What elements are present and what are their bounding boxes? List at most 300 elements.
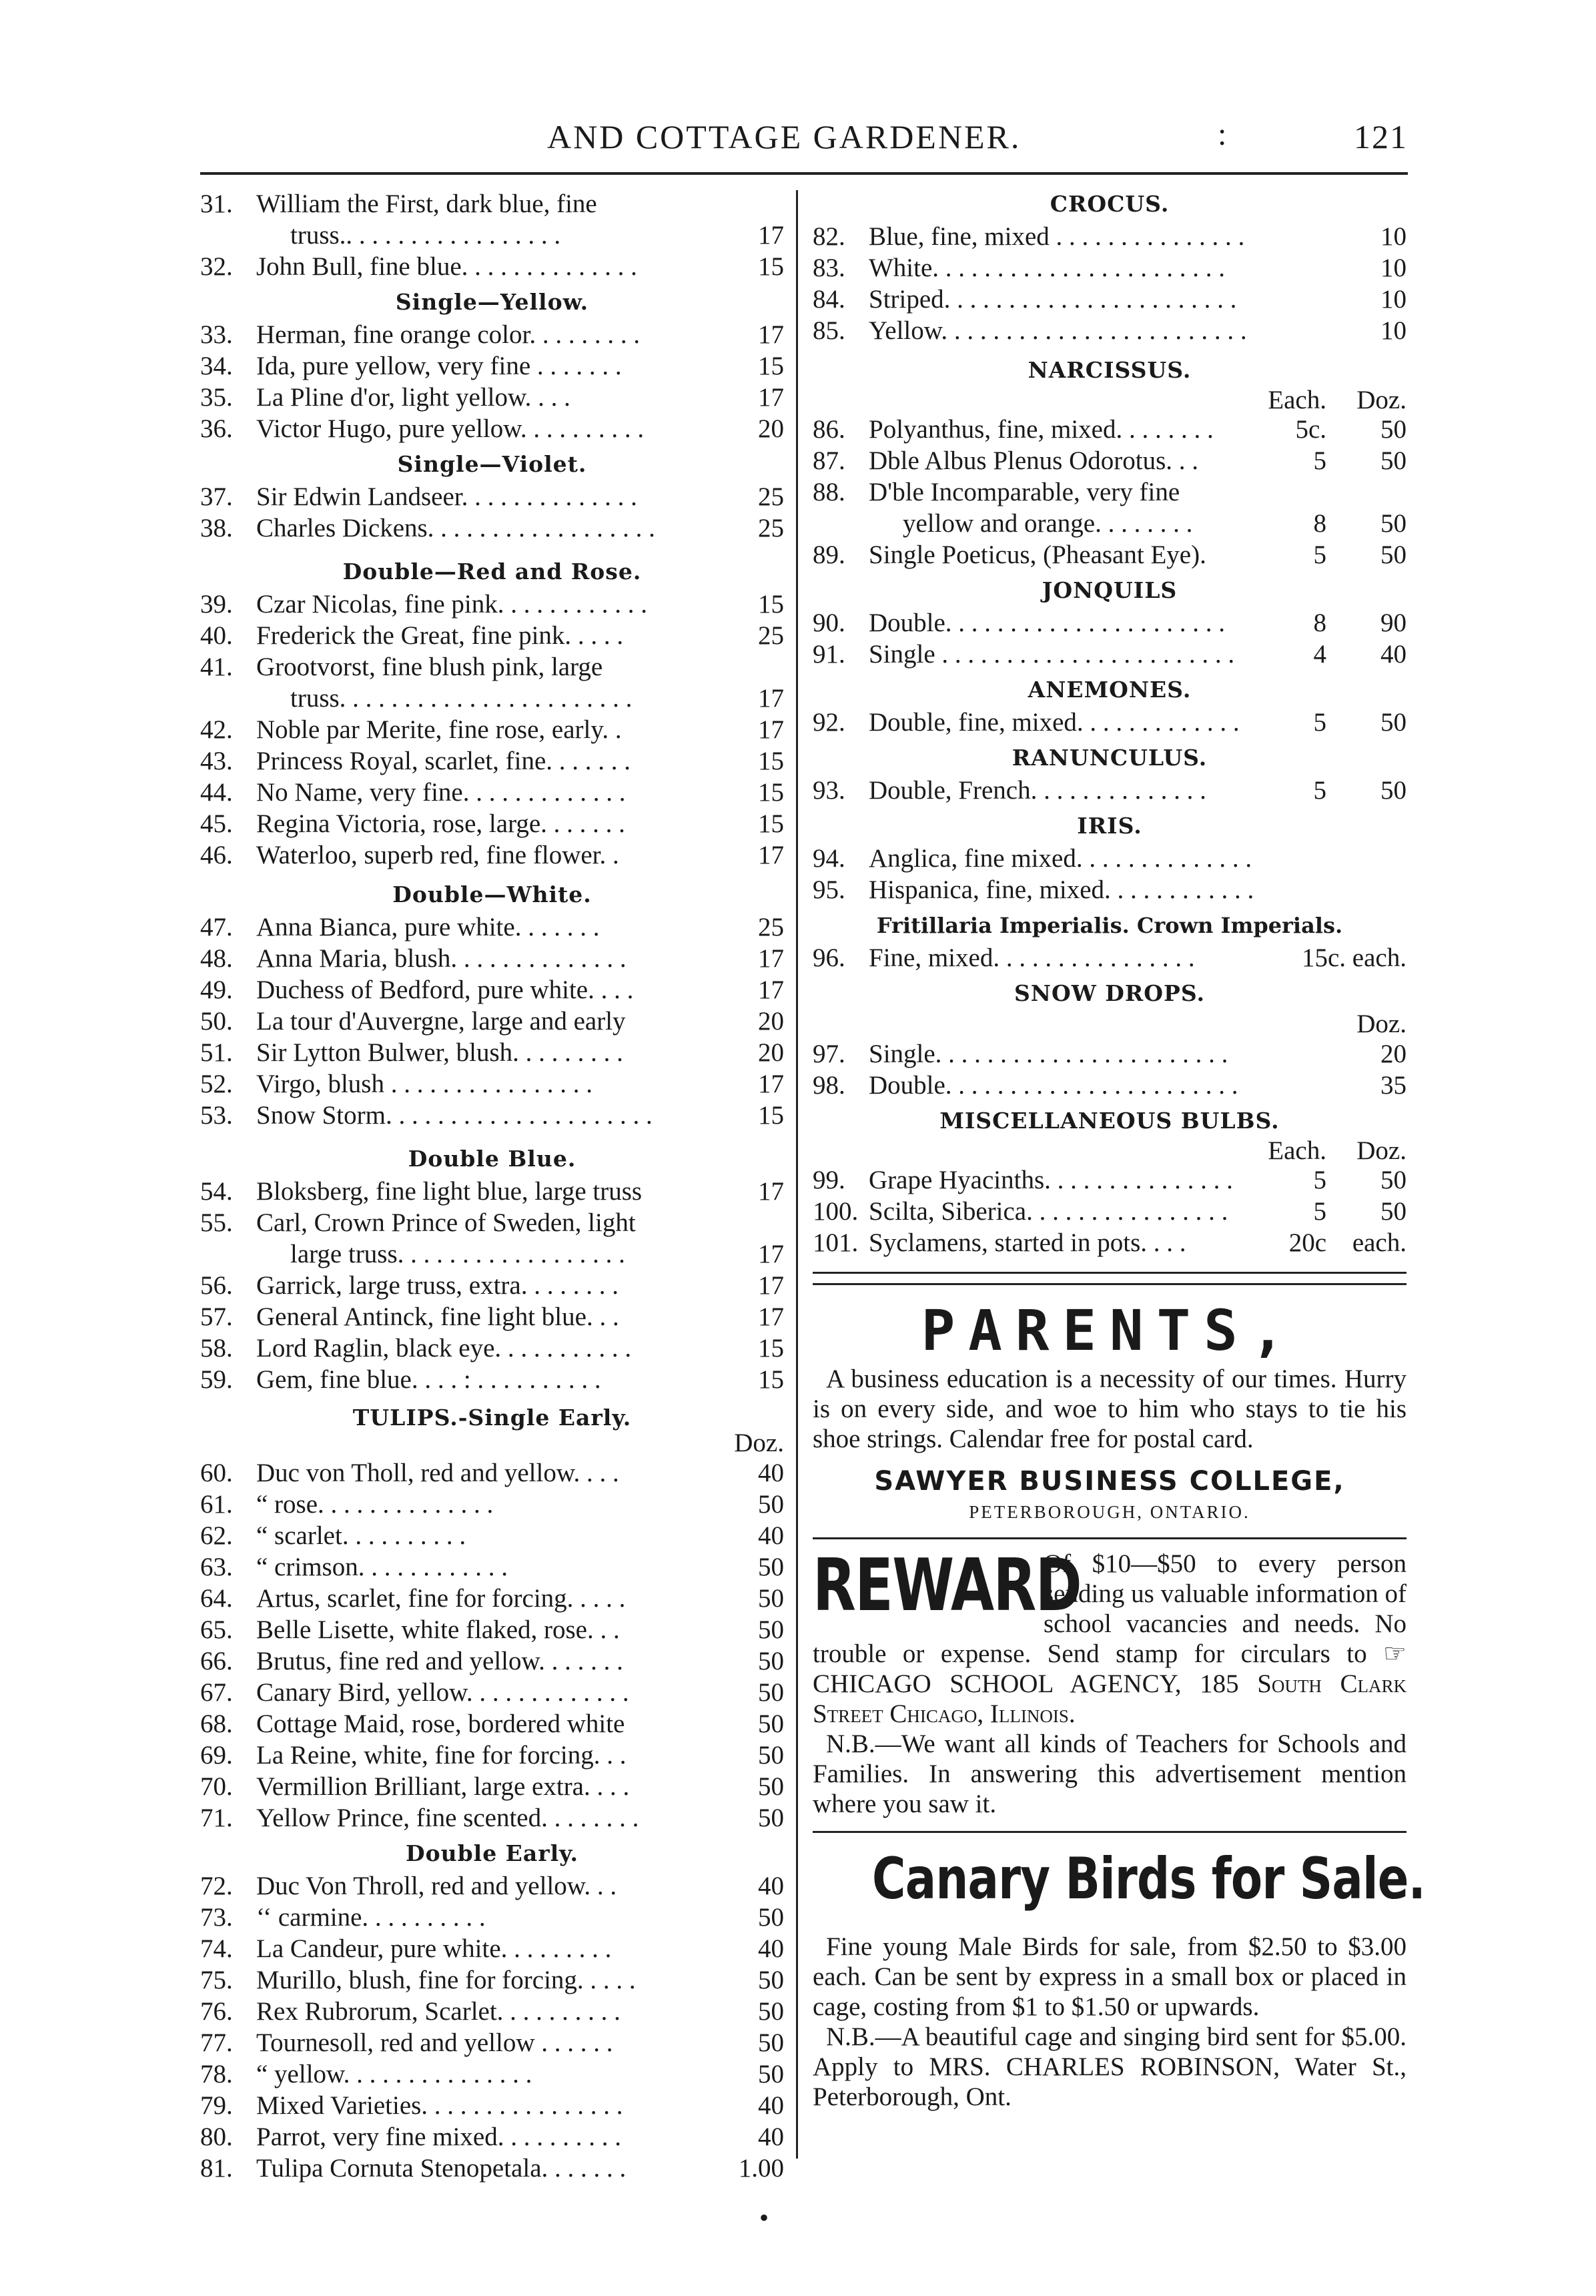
list-item bbox=[200, 777, 784, 808]
reward-advertisement bbox=[813, 1544, 1407, 1819]
item-number: 41. bbox=[200, 653, 233, 681]
list-item bbox=[200, 1006, 784, 1037]
item-name: Belle Lisette, white flaked, rose. . . bbox=[256, 1615, 620, 1644]
item-number: 70. bbox=[200, 1772, 233, 1801]
item-name: large truss. . . . . . . . . . . . . . . . . . bbox=[290, 1240, 625, 1268]
list-item bbox=[200, 2027, 784, 2058]
item-name: La tour d'Auvergne, large and early bbox=[256, 1007, 626, 1036]
item-price: 15 bbox=[758, 1365, 784, 1394]
list-item bbox=[200, 2090, 784, 2121]
each-label: Each. bbox=[1268, 386, 1326, 414]
list-double-white bbox=[200, 911, 784, 1131]
item-price: 20 bbox=[758, 414, 784, 443]
item-price: 15 bbox=[758, 809, 784, 838]
item-number: 72. bbox=[200, 1872, 233, 1900]
list-item bbox=[200, 1238, 784, 1270]
footer-mark: • bbox=[759, 2203, 769, 2233]
item-name: Rex Rubrorum, Scarlet. . . . . . . . . . bbox=[256, 1997, 621, 2026]
item-name: John Bull, fine blue. . . . . . . . . . . . . . bbox=[256, 252, 637, 281]
list-item bbox=[813, 942, 1407, 974]
item-price: 25 bbox=[758, 482, 784, 511]
list-item bbox=[813, 874, 1407, 905]
item-price-doz: 50 bbox=[1380, 708, 1407, 737]
item-price: 17 bbox=[758, 221, 784, 250]
list-item bbox=[813, 221, 1407, 252]
list-item bbox=[200, 620, 784, 651]
list-item bbox=[813, 1038, 1407, 1070]
page-number: 121 bbox=[1354, 118, 1408, 155]
item-name: Anna Maria, blush. . . . . . . . . . . . . . bbox=[256, 944, 627, 973]
item-number: 45. bbox=[200, 809, 233, 838]
item-number: 98. bbox=[813, 1071, 845, 1100]
item-name: “ yellow. . . . . . . . . . . . . . . bbox=[256, 2060, 532, 2088]
divider-rule bbox=[813, 1537, 1407, 1539]
list-item bbox=[200, 1902, 784, 1933]
list-single-yellow bbox=[200, 319, 784, 444]
item-number: 101. bbox=[813, 1228, 859, 1257]
item-number: 69. bbox=[200, 1741, 233, 1770]
item-name: Carl, Crown Prince of Sweden, light bbox=[256, 1208, 636, 1237]
list-double-early bbox=[200, 1870, 784, 2184]
item-name: yellow and orange. . . . . . . . bbox=[903, 509, 1193, 538]
item-number: 54. bbox=[200, 1177, 233, 1206]
section-heading: TULIPS.-Single Early. bbox=[352, 1405, 632, 1431]
item-number: 39. bbox=[200, 590, 233, 619]
list-item bbox=[813, 639, 1407, 670]
list-item bbox=[200, 382, 784, 413]
item-name: Scilta, Siberica. . . . . . . . . . . . . . . . bbox=[869, 1197, 1228, 1226]
item-number: 88. bbox=[813, 478, 845, 506]
item-number: 74. bbox=[200, 1934, 233, 1963]
item-number: 43. bbox=[200, 747, 233, 775]
item-number: 33. bbox=[200, 320, 233, 349]
item-price: 50 bbox=[758, 1615, 784, 1644]
item-name: Hispanica, fine, mixed. . . . . . . . . . . . bbox=[869, 875, 1254, 904]
item-number: 57. bbox=[200, 1302, 233, 1331]
list-item bbox=[200, 1068, 784, 1100]
list-item bbox=[200, 350, 784, 382]
list-item bbox=[200, 1583, 784, 1614]
item-price: 50 bbox=[758, 1997, 784, 2026]
parents-body: A business education is a necessity of our times. Hurry is on every side, and woe to him who stays to tie his shoe strings. Calendar free for postal card. bbox=[813, 1365, 1407, 1453]
item-number: 52. bbox=[200, 1070, 233, 1098]
item-price: 10 bbox=[1380, 254, 1407, 282]
item-number: 44. bbox=[200, 778, 233, 807]
list-item bbox=[813, 508, 1407, 539]
list-item bbox=[200, 943, 784, 974]
item-price-each: 5 bbox=[1313, 1197, 1326, 1226]
item-number: 66. bbox=[200, 1647, 233, 1675]
item-name: Sir Edwin Landseer. . . . . . . . . . . . . . bbox=[256, 482, 637, 511]
item-number: 79. bbox=[200, 2091, 233, 2120]
item-name: Artus, scarlet, fine for forcing. . . . . bbox=[256, 1584, 626, 1613]
item-name: William the First, dark blue, fine bbox=[256, 189, 597, 218]
item-name: Fine, mixed. . . . . . . . . . . . . . . . bbox=[869, 943, 1195, 972]
item-price: 10 bbox=[1380, 285, 1407, 314]
list-item bbox=[200, 251, 784, 282]
item-name: Czar Nicolas, fine pink. . . . . . . . . . . . bbox=[256, 590, 647, 619]
item-name: Single . . . . . . . . . . . . . . . . . . . . . . . bbox=[869, 640, 1235, 669]
item-price: 40 bbox=[758, 1459, 784, 1487]
section-heading: CROCUS. bbox=[1050, 191, 1170, 217]
item-price: 50 bbox=[758, 1584, 784, 1613]
item-price: 15 bbox=[758, 1334, 784, 1363]
list-misc bbox=[813, 1164, 1407, 1258]
item-price: 50 bbox=[758, 2060, 784, 2088]
item-price: 17 bbox=[758, 1271, 784, 1300]
item-name: Single Poeticus, (Pheasant Eye). bbox=[869, 540, 1206, 569]
item-price: 17 bbox=[758, 1302, 784, 1331]
reward-note: N.B.—We want all kinds of Teachers for Schools and Families. In answering this advertisement mention where you saw it. bbox=[813, 1730, 1407, 1818]
item-name: Sir Lytton Bulwer, blush. . . . . . . . . bbox=[256, 1038, 623, 1067]
item-name: ‘‘ carmine. . . . . . . . . . bbox=[256, 1903, 486, 1932]
item-name: Bloksberg, fine light blue, large truss bbox=[256, 1177, 643, 1206]
item-name: “ rose. . . . . . . . . . . . . . bbox=[256, 1490, 494, 1519]
item-number: 71. bbox=[200, 1804, 233, 1832]
item-price: 17 bbox=[758, 383, 784, 412]
item-price-each: 20c bbox=[1288, 1228, 1326, 1257]
item-number: 80. bbox=[200, 2123, 233, 2151]
item-name: Dble Albus Plenus Odorotus. . . bbox=[869, 446, 1199, 475]
item-name: D'ble Incomparable, very fine bbox=[869, 478, 1180, 506]
item-name: Cottage Maid, rose, bordered white bbox=[256, 1709, 625, 1738]
item-price: 50 bbox=[758, 1678, 784, 1707]
item-price: 15 bbox=[758, 252, 784, 281]
item-name: “ scarlet. . . . . . . . . . bbox=[256, 1521, 466, 1550]
header-rule bbox=[200, 172, 1408, 175]
item-price: 17 bbox=[758, 1070, 784, 1098]
divider-rule bbox=[813, 1831, 1407, 1833]
item-price-doz: 50 bbox=[1380, 509, 1407, 538]
item-price: 35 bbox=[1380, 1071, 1407, 1100]
item-price: 1.00 bbox=[738, 2154, 784, 2183]
item-number: 85. bbox=[813, 316, 845, 345]
item-number: 73. bbox=[200, 1903, 233, 1932]
item-price-doz: 50 bbox=[1380, 446, 1407, 475]
list-snowdrops bbox=[813, 1038, 1407, 1101]
item-price-each: 5 bbox=[1313, 708, 1326, 737]
item-name: Victor Hugo, pure yellow. . . . . . . . . . bbox=[256, 414, 645, 443]
section-heading: Fritillaria Imperialis. Crown Imperials. bbox=[876, 913, 1343, 938]
item-name: Snow Storm. . . . . . . . . . . . . . . . . . . . . bbox=[256, 1101, 653, 1130]
item-number: 87. bbox=[813, 446, 845, 475]
item-price-doz: 40 bbox=[1380, 640, 1407, 669]
list-item bbox=[200, 1364, 784, 1395]
item-number: 53. bbox=[200, 1101, 233, 1130]
list-item bbox=[200, 1332, 784, 1364]
list-item bbox=[200, 2058, 784, 2090]
item-number: 58. bbox=[200, 1334, 233, 1363]
item-name: La Reine, white, fine for forcing. . . bbox=[256, 1741, 627, 1770]
item-name: Double, fine, mixed. . . . . . . . . . . . . bbox=[869, 708, 1240, 737]
item-name: Striped. . . . . . . . . . . . . . . . . . . . . . . bbox=[869, 285, 1237, 314]
item-name: Charles Dickens. . . . . . . . . . . . . . . . . . bbox=[256, 514, 655, 542]
item-number: 55. bbox=[200, 1208, 233, 1237]
item-name: Double. . . . . . . . . . . . . . . . . . . . . . bbox=[869, 609, 1226, 637]
item-number: 35. bbox=[200, 383, 233, 412]
list-item bbox=[200, 1708, 784, 1740]
list-item bbox=[200, 1614, 784, 1645]
list-item bbox=[813, 707, 1407, 738]
item-price-each: 4 bbox=[1313, 640, 1326, 669]
item-price-each: 8 bbox=[1313, 509, 1326, 538]
header-mark: : bbox=[1218, 117, 1227, 152]
item-name: Ida, pure yellow, very fine . . . . . . . bbox=[256, 352, 622, 380]
item-number: 42. bbox=[200, 715, 233, 744]
item-name: White. . . . . . . . . . . . . . . . . . . . . . . bbox=[869, 254, 1226, 282]
item-number: 97. bbox=[813, 1040, 845, 1068]
item-price: 10 bbox=[1380, 222, 1407, 251]
list-item bbox=[200, 319, 784, 350]
item-name: Double, French. . . . . . . . . . . . . . bbox=[869, 776, 1206, 805]
list-item bbox=[200, 745, 784, 777]
item-price: 15 bbox=[758, 590, 784, 619]
item-price: 17 bbox=[758, 715, 784, 744]
section-heading: Double Blue. bbox=[408, 1146, 576, 1172]
list-item bbox=[200, 1964, 784, 1996]
item-name: Gem, fine blue. . . . : . . . . . . . . . . bbox=[256, 1365, 601, 1394]
item-price: 50 bbox=[758, 1903, 784, 1932]
section-heading: Double—Red and Rose. bbox=[342, 558, 642, 585]
list-item bbox=[200, 1520, 784, 1551]
item-price: 50 bbox=[758, 1804, 784, 1832]
list-item bbox=[200, 683, 784, 714]
list-item bbox=[200, 220, 784, 251]
item-number: 81. bbox=[200, 2154, 233, 2183]
list-item bbox=[200, 413, 784, 444]
item-price: 25 bbox=[758, 514, 784, 542]
item-number: 65. bbox=[200, 1615, 233, 1644]
item-name: Murillo, blush, fine for forcing. . . . . bbox=[256, 1966, 636, 1994]
item-price: 17 bbox=[758, 1177, 784, 1206]
list-item bbox=[200, 1996, 784, 2027]
list-narcissus bbox=[813, 414, 1407, 570]
item-price: 17 bbox=[758, 944, 784, 973]
item-number: 76. bbox=[200, 1997, 233, 2026]
item-name: Waterloo, superb red, fine flower. . bbox=[256, 841, 619, 869]
item-number: 46. bbox=[200, 841, 233, 869]
list-item bbox=[813, 775, 1407, 806]
item-number: 64. bbox=[200, 1584, 233, 1613]
item-name: Princess Royal, scarlet, fine. . . . . . . bbox=[256, 747, 631, 775]
list-item bbox=[200, 1771, 784, 1802]
item-number: 51. bbox=[200, 1038, 233, 1067]
list-item bbox=[813, 445, 1407, 476]
item-name: Regina Victoria, rose, large. . . . . . . bbox=[256, 809, 625, 838]
list-item bbox=[813, 476, 1407, 508]
item-price: 17 bbox=[758, 841, 784, 869]
list-item bbox=[200, 1489, 784, 1520]
double-rule bbox=[813, 1272, 1407, 1285]
item-number: 84. bbox=[813, 285, 845, 314]
college-name: SAWYER BUSINESS COLLEGE, bbox=[874, 1466, 1345, 1497]
list-item bbox=[200, 651, 784, 683]
list-single-violet bbox=[200, 481, 784, 544]
list-item bbox=[200, 2121, 784, 2153]
item-price: 15 bbox=[758, 1101, 784, 1130]
section-heading: SNOW DROPS. bbox=[1014, 980, 1206, 1006]
left-column bbox=[200, 188, 784, 2184]
item-price: 50 bbox=[758, 1966, 784, 1994]
item-name: Vermillion Brilliant, large extra. . . . bbox=[256, 1772, 630, 1801]
column-divider bbox=[796, 190, 798, 2159]
section-heading: NARCISSUS. bbox=[1028, 357, 1192, 383]
item-name: Blue, fine, mixed . . . . . . . . . . . . . . . bbox=[869, 222, 1245, 251]
list-anemones bbox=[813, 707, 1407, 738]
item-price-doz: 50 bbox=[1380, 540, 1407, 569]
list-item bbox=[200, 974, 784, 1006]
item-price-doz: each. bbox=[1352, 1228, 1407, 1257]
item-number: 49. bbox=[200, 976, 233, 1004]
item-price: 15 bbox=[758, 747, 784, 775]
reward-address: South Clark Street Chicago, Illinois. bbox=[813, 1669, 1407, 1728]
item-name: Double. . . . . . . . . . . . . . . . . . . . . . . bbox=[869, 1071, 1238, 1100]
item-name: Duc Von Throll, red and yellow. . . bbox=[256, 1872, 617, 1900]
list-double-red bbox=[200, 589, 784, 871]
section-heading: ANEMONES. bbox=[1028, 677, 1192, 703]
item-price: 40 bbox=[758, 2123, 784, 2151]
list-item bbox=[813, 315, 1407, 346]
item-number: 99. bbox=[813, 1166, 845, 1194]
item-name: Noble par Merite, fine rose, early. . bbox=[256, 715, 622, 744]
running-title: AND COTTAGE GARDENER. bbox=[547, 118, 1022, 155]
item-number: 78. bbox=[200, 2060, 233, 2088]
item-price: 17 bbox=[758, 320, 784, 349]
item-name: Canary Bird, yellow. . . . . . . . . . . . . bbox=[256, 1678, 629, 1707]
list-item bbox=[200, 1802, 784, 1834]
reward-word: REWARD bbox=[813, 1544, 1082, 1627]
item-name: Mixed Varieties. . . . . . . . . . . . . . . . bbox=[256, 2091, 623, 2120]
list-item bbox=[813, 1164, 1407, 1196]
item-number: 89. bbox=[813, 540, 845, 569]
item-price: 50 bbox=[758, 1709, 784, 1738]
parents-title: PARENTS, bbox=[921, 1298, 1298, 1363]
list-tulips-single bbox=[200, 1457, 784, 1834]
item-price: 40 bbox=[758, 2091, 784, 2120]
item-price: 25 bbox=[758, 913, 784, 941]
item-number: 31. bbox=[200, 189, 233, 218]
item-number: 47. bbox=[200, 913, 233, 941]
doz-label: Doz. bbox=[1356, 386, 1407, 414]
item-number: 91. bbox=[813, 640, 845, 669]
item-name: La Pline d'or, light yellow. . . . bbox=[256, 383, 570, 412]
item-number: 83. bbox=[813, 254, 845, 282]
each-label: Each. bbox=[1268, 1136, 1326, 1165]
item-price-each: 5 bbox=[1313, 540, 1326, 569]
list-item bbox=[200, 1645, 784, 1677]
item-number: 100. bbox=[813, 1197, 859, 1226]
item-name: Duchess of Bedford, pure white. . . . bbox=[256, 976, 634, 1004]
item-number: 68. bbox=[200, 1709, 233, 1738]
item-price: 17 bbox=[758, 1240, 784, 1268]
item-number: 92. bbox=[813, 708, 845, 737]
canary-para: N.B.—A beautiful cage and singing bird sent for $5.00. Apply to MRS. CHARLES ROBINSON, Water St., Peterborough, Ont. bbox=[813, 2022, 1407, 2111]
item-number: 82. bbox=[813, 222, 845, 251]
item-price: 40 bbox=[758, 1872, 784, 1900]
item-number: 40. bbox=[200, 621, 233, 650]
list-item bbox=[200, 1933, 784, 1964]
section-heading: RANUNCULUS. bbox=[1012, 745, 1208, 771]
list-item bbox=[200, 188, 784, 220]
item-number: 50. bbox=[200, 1007, 233, 1036]
section-heading: Single—Yellow. bbox=[395, 289, 589, 315]
list-item bbox=[813, 539, 1407, 570]
item-price: 50 bbox=[758, 1647, 784, 1675]
list-item bbox=[200, 512, 784, 544]
item-number: 56. bbox=[200, 1271, 233, 1300]
column-heading-row bbox=[813, 387, 1407, 414]
item-price-each: 5 bbox=[1313, 776, 1326, 805]
item-price: 17 bbox=[758, 976, 784, 1004]
canary-title: Canary Birds for Sale. bbox=[872, 1846, 1425, 1912]
list-item bbox=[200, 1037, 784, 1068]
item-name: truss. . . . . . . . . . . . . . . . . . . . . . . bbox=[290, 684, 633, 713]
item-price: 50 bbox=[758, 1553, 784, 1581]
item-number: 90. bbox=[813, 609, 845, 637]
list-item bbox=[200, 1870, 784, 1902]
section-heading: Double—White. bbox=[392, 881, 592, 907]
item-price-each: 5c. bbox=[1295, 415, 1326, 444]
item-price: 15 bbox=[758, 778, 784, 807]
list-item bbox=[200, 1270, 784, 1301]
item-name: Yellow. . . . . . . . . . . . . . . . . . . . . . . . bbox=[869, 316, 1247, 345]
list-fritillaria bbox=[813, 942, 1407, 974]
item-price: 10 bbox=[1380, 316, 1407, 345]
list-jonquils bbox=[813, 607, 1407, 670]
list-iris bbox=[813, 843, 1407, 905]
section-heading: MISCELLANEOUS BULBS. bbox=[939, 1108, 1280, 1134]
item-number: 59. bbox=[200, 1365, 233, 1394]
item-price: 40 bbox=[758, 1521, 784, 1550]
item-price-doz: 90 bbox=[1380, 609, 1407, 637]
list-ranunculus bbox=[813, 775, 1407, 806]
list-item bbox=[813, 252, 1407, 284]
column-heading-doz: Doz. bbox=[1356, 1010, 1407, 1038]
list-item bbox=[200, 2153, 784, 2184]
list-item bbox=[813, 607, 1407, 639]
list-crocus bbox=[813, 221, 1407, 346]
item-price: 25 bbox=[758, 621, 784, 650]
list-item bbox=[200, 1176, 784, 1207]
item-name: Grootvorst, fine blush pink, large bbox=[256, 653, 603, 681]
item-name: Tournesoll, red and yellow . . . . . . bbox=[256, 2028, 613, 2057]
item-name: Lord Raglin, black eye. . . . . . . . . . . bbox=[256, 1334, 632, 1363]
item-price-doz: 50 bbox=[1380, 1166, 1407, 1194]
item-name: Frederick the Great, fine pink. . . . . bbox=[256, 621, 624, 650]
list-item bbox=[200, 839, 784, 871]
item-name: Yellow Prince, fine scented. . . . . . . . bbox=[256, 1804, 639, 1832]
list-item bbox=[200, 1740, 784, 1771]
column-heading-row bbox=[813, 1138, 1407, 1164]
canary-para: Fine young Male Birds for sale, from $2.50 to $3.00 each. Can be sent by express in a small box or placed in cage, costing from $1 to $1.50 or upwards. bbox=[813, 1932, 1407, 2021]
list-item bbox=[200, 1100, 784, 1131]
item-price: 15c. each. bbox=[1302, 943, 1407, 972]
item-number: 96. bbox=[813, 943, 845, 972]
item-number: 75. bbox=[200, 1966, 233, 1994]
list-item bbox=[200, 1207, 784, 1238]
item-price: 50 bbox=[758, 1772, 784, 1801]
item-price-doz: 50 bbox=[1380, 776, 1407, 805]
college-location: PETERBOROUGH, ONTARIO. bbox=[969, 1502, 1250, 1522]
item-number: 77. bbox=[200, 2028, 233, 2057]
item-name: Single. . . . . . . . . . . . . . . . . . . . . . . bbox=[869, 1040, 1228, 1068]
item-price: 20 bbox=[758, 1007, 784, 1036]
item-price-each: 8 bbox=[1313, 609, 1326, 637]
item-name: Herman, fine orange color. . . . . . . . . bbox=[256, 320, 641, 349]
list-item bbox=[813, 1196, 1407, 1227]
item-name: truss.. . . . . . . . . . . . . . . . . bbox=[290, 221, 561, 250]
item-price-each: 5 bbox=[1313, 1166, 1326, 1194]
